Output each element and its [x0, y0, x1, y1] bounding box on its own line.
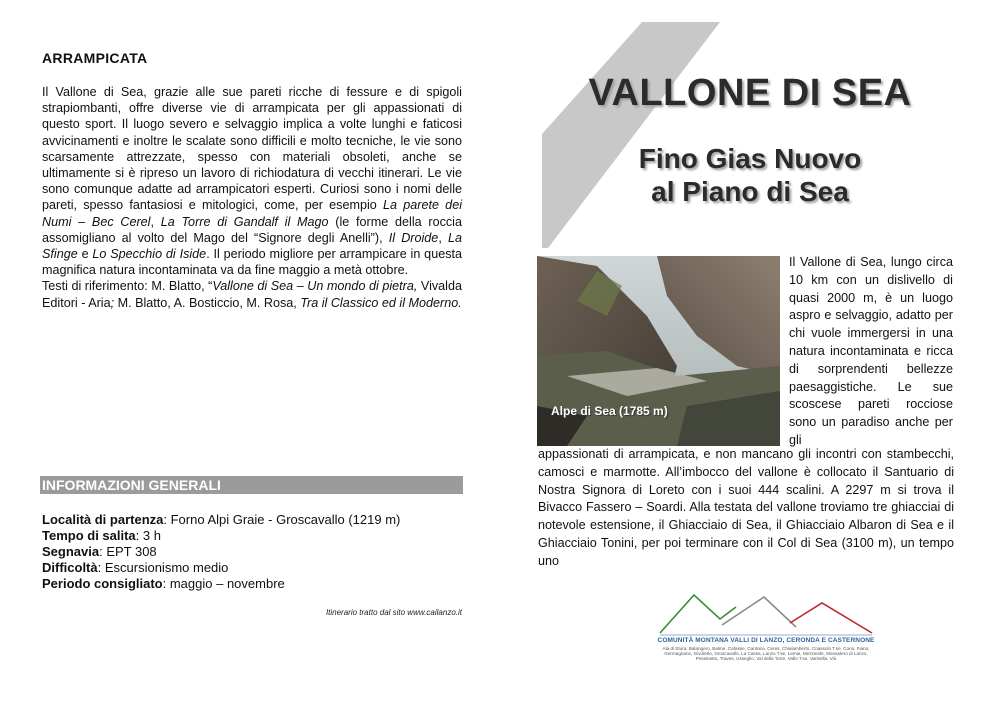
page-title: VALLONE DI SEA	[588, 72, 912, 114]
comunita-montana-logo	[656, 589, 876, 679]
text-run: ,	[438, 230, 448, 245]
italic-text-run: La Torre di Gandalf il Mago	[160, 214, 329, 229]
info-list	[42, 512, 472, 592]
info-label: Segnavia	[42, 544, 100, 559]
source-credit: Itinerario tratto dal sito www.cailanzo.it	[325, 608, 462, 617]
logo-municipalities: Ala di Stura, Balangero, Balme, Cafasse, Cantoira, Ceres, Chialamberto, Coassolo T.se, Corio, Fiano, Germagnano, Givoletto, Groscavallo, La Cassa, Lanzo T.se, Lemie, Mezzenile, Monastero di Lanzo, Pessinetto, Traves, Usseglio, Val della Torre, Vallo T.se, Varisella, Viù	[662, 646, 870, 662]
text-run: e	[77, 247, 93, 262]
band-shape	[542, 22, 720, 248]
italic-text-run: Vallone di Sea – Un mondo di pietra,	[212, 279, 418, 294]
info-row-start	[42, 512, 472, 528]
subtitle-line: Fino Gias Nuovo	[638, 143, 862, 174]
intro-text-continued: appassionati di arrampicata, e non mancano gli incontri con stambecchi, camosci e marmotte. All’imbocco del vallone è collocato il Santuario di Nostra Signora di Loreto con i suoi 444 scalini. A 2297 m si trova il Bivacco Fassero – Soardi. Alla testata del vallone troviamo tre ghiacciai di notevole estensione, il Ghiacciaio di Sea, il Ghiacciaio Albaron di Sea e il Ghiacciaio Tonini, per poi terminare con il Col di Sea (3100 m), un tempo uno	[538, 447, 954, 568]
italic-text-run: La Sfinge	[42, 230, 463, 262]
info-value: : maggio – novembre	[162, 576, 285, 591]
text-run: Il Vallone di Sea, grazie alle sue pareti ricche di fessure e di spigoli strapiombanti, offre diverse vie di arrampicata per gli appassionati di questo sport. Il luogo severo e selvaggio implica a volte lunghi e faticosi avvicinamenti e inoltre le scalate sono difficili e molto tecniche, le vie sono scarsamente attrezzate, spesso con materiali obsoleti, anche se ultimamente si è ripreso un lavoro di richiodatura di vecchi itinerari. Le vie sono comunque adatte ad arrampicatori esperti. Curiosi sono i nomi delle pareti, spesso fantasiosi e mitologici, come, per esempio	[42, 85, 462, 213]
logo-red-peak	[790, 603, 872, 633]
text-run: M. Blatto, A. Bosticcio, M. Rosa,	[114, 295, 301, 310]
info-label: Tempo di salita	[42, 528, 136, 543]
info-row-difficulty	[42, 560, 472, 576]
text-run: ,	[150, 214, 161, 229]
italic-text-run: Tra il Classico ed il Moderno.	[300, 295, 462, 310]
info-value: : 3 h	[135, 528, 161, 543]
arrampicata-paragraph	[42, 84, 462, 278]
info-row-time	[42, 528, 472, 544]
logo-green-peak	[660, 595, 736, 633]
text-run: . Il periodo migliore per arrampicare in questa magnifica natura incontaminata va da fine maggio a metà ottobre.	[42, 247, 462, 278]
info-section-heading: INFORMAZIONI GENERALI	[40, 476, 463, 494]
info-row-period	[42, 576, 472, 592]
italic-text-run: Lo Specchio di Iside	[92, 247, 207, 262]
logo-title: COMUNITÀ MONTANA VALLI DI LANZO, CERONDA E CASTERNONE	[657, 637, 875, 644]
info-value: : Escursionismo medio	[97, 560, 229, 575]
info-value: : EPT 308	[99, 544, 157, 559]
info-label: Periodo consigliato	[42, 576, 163, 591]
text-run: Testi di riferimento: M. Blatto, “	[42, 279, 213, 294]
info-label: Difficoltà	[42, 560, 98, 575]
photo-caption: Alpe di Sea (1785 m)	[551, 404, 668, 418]
decorative-diagonal-band	[540, 22, 720, 248]
info-row-trail	[42, 544, 472, 560]
logo-grey-peak	[722, 597, 796, 627]
text-run: Vivalda Editori - Aria	[42, 279, 462, 310]
intro-text-side: Il Vallone di Sea, lungo circa 10 km con un dislivello di quasi 2000 m, è un luogo aspro e selvaggio, adatto per chi vuole immergersi in una natura incontaminata e ricca di sorprendenti bellezze paesaggistiche. Le sue scoscese pareti rocciose sono un paradiso anche per gli	[789, 255, 953, 447]
references-paragraph	[42, 278, 462, 310]
text-run: (le forme della roccia assomigliano al volto del Mago del “Signore degli Anelli”),	[42, 214, 462, 245]
italic-text-run: ;	[110, 295, 115, 310]
section-heading-arrampicata: ARRAMPICATA	[42, 50, 148, 66]
subtitle-line: al Piano di Sea	[651, 176, 849, 207]
info-label: Località di partenza	[42, 512, 164, 527]
italic-text-run: La parete dei Numi – Bec Cerel	[42, 198, 462, 229]
italic-text-run: Il Droide	[388, 230, 439, 245]
page-subtitle	[545, 142, 955, 208]
info-value: : Forno Alpi Graie - Groscavallo (1219 m)	[163, 512, 401, 527]
arrampicata-text	[42, 84, 462, 311]
